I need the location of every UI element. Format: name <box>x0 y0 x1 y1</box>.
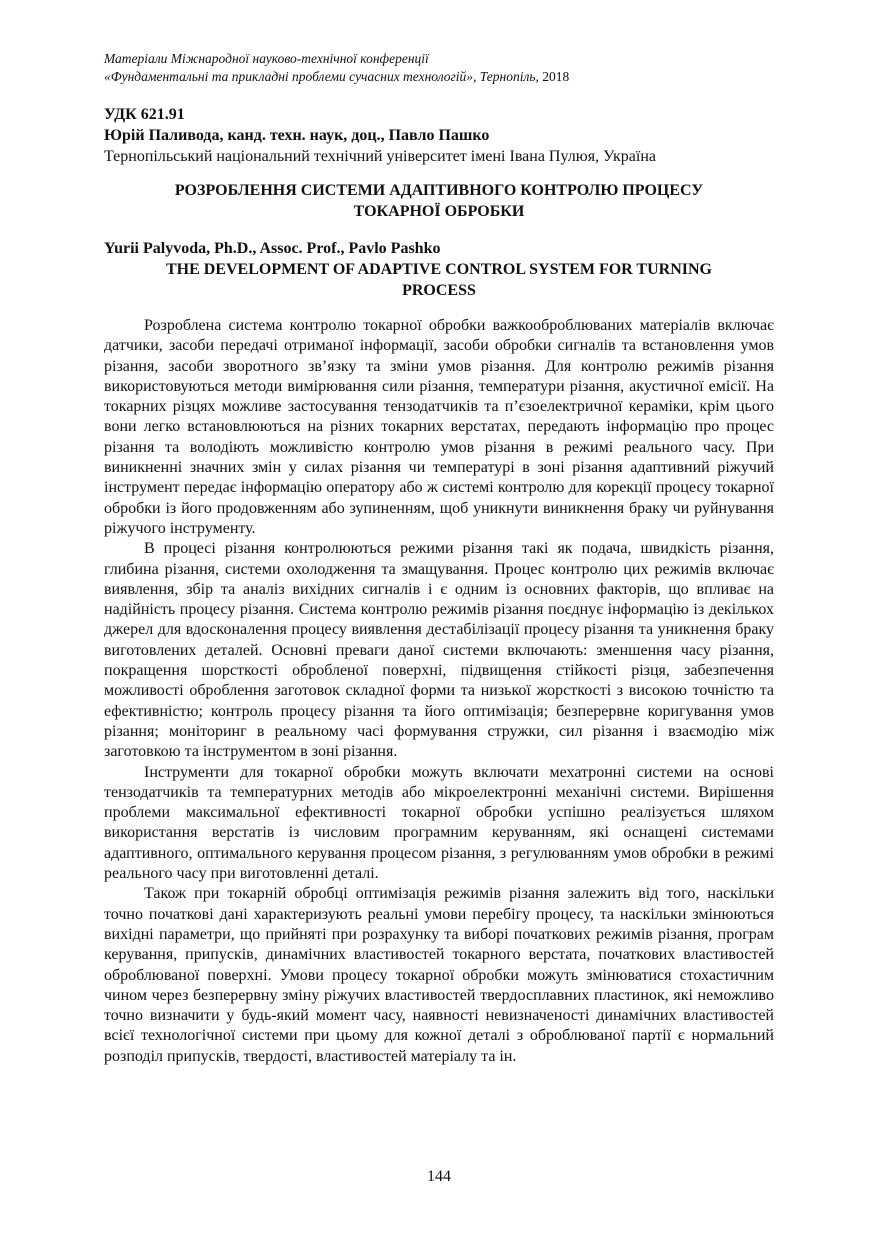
body-paragraph-4: Також при токарній обробці оптимізація режимів різання залежить від того, наскільки точно початкові дані характеризують реальні умови перебігу процесу, та наскільки змінюються вихідні параметри, що прийняті при розрахунку та виборі початкових режимів різання, програм керування, припусків, динамічних властивостей токарного верстата, початкових властивостей оброблюваної поверхні. Умови процесу токарної обробки можуть змінюватися стохастичним чином через безперервну зміну ріжучих властивостей твердосплавних пластинок, які неможливо точно визначити у будь-який момент часу, наявності невизначеності динамічних властивостей всієї технологічної системи при цьому для кожної деталі з оброблюваної партії є нормальний розподіл припусків, твердості, властивостей матеріалу та ін. <box>104 885 774 1065</box>
title-en-line-1: THE DEVELOPMENT OF ADAPTIVE CONTROL SYSTEM FOR TURNING <box>165 261 712 278</box>
body-paragraph-3: Інструменти для токарної обробки можуть включати мехатронні системи на основі тензодатчиків та температурних методів або мікроелектронні механічні системи. Вирішення проблеми максимальної ефективності токарної обробки успішно реалізується шляхом використання верстатів із числовим програмним керуванням, які оснащені системами адаптивного, оптимального керування процесом різання, з регулюванням умов обробки в режимі реального часу при виготовленні деталі. <box>104 763 774 883</box>
title-en <box>104 259 774 301</box>
title-ua-line-2: ТОКАРНОЇ ОБРОБКИ <box>353 203 525 220</box>
article-body <box>104 316 774 1067</box>
header-line-1: Матеріали Міжнародної науково-технічної конференції <box>104 51 429 66</box>
udk-code: УДК 621.91 <box>104 106 185 123</box>
body-paragraph-1: Розроблена система контролю токарної обробки важкооброблюваних матеріалів включає датчики, засоби передачі отриманої інформації, засоби обробки сигналів та встановлення умов різання, засоби зворотного зв’язку та зміни умов різання. Для контролю режимів різання використовуються методи вимірювання сили різання, температури різання, акустичної емісії. На токарних різцях можливе застосування тензодатчиків та п’єзоелектричної кераміки, крім цього вони легко встановлюються на різних токарних верстатах, передають інформацію про процес різання та володіють можливістю контролю умов різання в режимі реального часу. При виникненні значних змін у силах різання чи температурі в зоні різання адаптивний ріжучий інструмент передає інформацію оператору або ж системі контролю для корекції процесу токарної обробки із його продовженням або зупиненням, щоб уникнути виникнення браку чи руйнування ріжучого інструменту. <box>104 317 774 537</box>
header-year: 2018 <box>542 69 570 84</box>
authors-ua: Юрій Паливода, канд. техн. наук, доц., Павло Пашко <box>104 127 490 144</box>
conference-header <box>104 50 774 86</box>
header-line-2-text: «Фундаментальні та прикладні проблеми сучасних технологій», Тернопіль, <box>104 69 539 84</box>
body-paragraph-2: В процесі різання контролюються режими різання такі як подача, швидкість різання, глибина різання, системи охолодження та змащування. Процес контролю цих режимів включає виявлення, збір та аналіз вихідних сигналів і є одним із основних факторів, що впливає на надійність процесу різання. Система контролю режимів різання поєднує інформацію із декількох джерел для вдосконалення процесу виявлення дестабілізації процесу різання та уникнення браку виготовлених деталей. Основні преваги даної системи включають: зменшення часу різання, покращення шорсткості обробленої поверхні, підвищення стійкості різця, забезпечення можливості оброблення заготовок складної форми та низької жорсткості з високою точністю та ефективністю; контроль процесу різання та його оптимізація; безперервне коригування умов різання; моніторинг в реальному часі формування стружки, сил різання і взаємодію між заготовкою та інструментом в зоні різання. <box>104 540 774 761</box>
title-ua <box>104 180 774 222</box>
title-ua-line-1: РОЗРОБЛЕННЯ СИСТЕМИ АДАПТИВНОГО КОНТРОЛЮ ПРОЦЕСУ <box>174 182 704 199</box>
article-meta <box>104 104 774 167</box>
header-line-2 <box>104 68 774 86</box>
title-en-line-2: PROCESS <box>402 282 476 299</box>
authors-en: Yurii Palyvoda, Ph.D., Assoc. Prof., Pavlo Pashko <box>104 240 441 257</box>
affiliation: Тернопільський національний технічний університет імені Івана Пулюя, Україна <box>104 148 656 165</box>
page-number: 144 <box>427 1168 451 1185</box>
